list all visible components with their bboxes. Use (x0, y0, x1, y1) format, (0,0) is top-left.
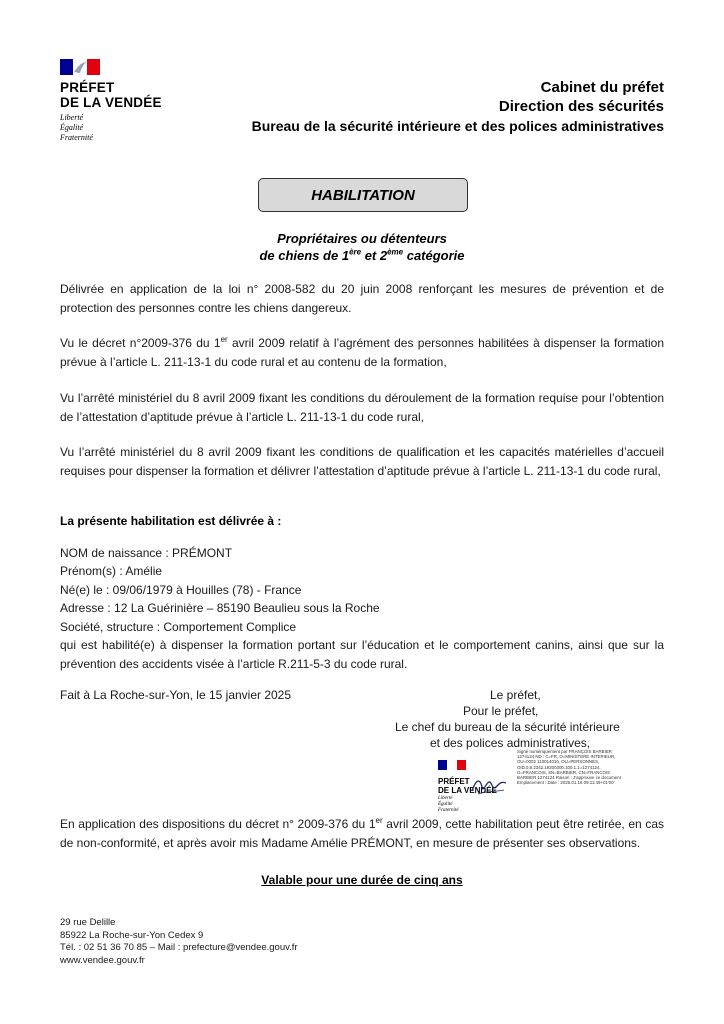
signature-line1: Le préfet, (490, 688, 541, 702)
motto-fraternite: Fraternité (60, 133, 93, 142)
marianne-flag-icon (60, 59, 100, 75)
header-bureau: Bureau de la sécurité intérieure et des polices administratives (251, 118, 664, 134)
logo-line1: PRÉFET (60, 80, 115, 95)
validity-statement: Valable pour une durée de cinq ans (261, 873, 463, 887)
closing-text-b: avril 2009, cette habilitation peut être retirée, en cas de non-conformité, et après avoir mis Madame Amélie PRÉMONT, en mesure de présenter ses observations. (60, 817, 664, 850)
subtitle-sup1: ère (349, 247, 362, 257)
closing-sup: er (375, 816, 383, 825)
stamp-flag-icon (438, 760, 466, 770)
footer-city: 85922 La Roche-sur-Yon Cedex 9 (60, 929, 204, 941)
digital-signature-metadata: Signé numériquement par FRANÇOIS BARBIER 1274124 ND : C=FR, O=MINISTERE INTERIEUR, OU=0002 110014016, OU=PERSONNES, OID.0.9.2342.19200300.100.1.1=1274124, G=FRANCOIS, SN=BARBIER, CN=FRANCOIS BARBIER 1274124 Raison : J'approuve ce document Emplacement : Date : 2025.01.16 09:11:49+01'00' (517, 749, 621, 786)
stamp-motto-3: Fraternité (438, 808, 459, 813)
paragraph-arrete-2: Vu l’arrêté ministériel du 8 avril 2009 fixant les conditions de qualification et les capacités matérielles d’accueil requises pour dispenser la formation et délivrer l’attestation d’aptitude prévue à l’article L. 211-13-1 du code rural, (60, 445, 664, 478)
fait-a-date: Fait à La Roche-sur-Yon, le 15 janvier 2025 (60, 688, 292, 702)
paragraph-arrete-1: Vu l’arrêté ministériel du 8 avril 2009 fixant les conditions du déroulement de la formation requise pour l’obtention de l’attestation d’aptitude prévue à l’article L. 211-13-1 du code rural, (60, 391, 664, 424)
header-cabinet: Cabinet du préfet (540, 79, 664, 96)
stamp-motto-1: Liberté (438, 796, 453, 801)
subtitle-sup2: ème (387, 247, 404, 257)
holder-societe: Société, structure : Comportement Complice (60, 620, 297, 634)
signature-line2: Pour le préfet, (463, 704, 539, 718)
stamp-motto-2: Égalité (438, 802, 453, 807)
republic-motto (60, 113, 93, 143)
document-title: HABILITATION (311, 186, 415, 204)
prefecture-logo-title (60, 80, 162, 110)
motto-egalite: Égalité (60, 123, 84, 132)
subtitle-text-b: et 2 (361, 248, 388, 263)
footer-contact: Tél. : 02 51 36 70 85 – Mail : prefecture@vendee.gouv.fr (60, 942, 298, 953)
document-title-box (258, 178, 468, 212)
motto-liberte: Liberté (60, 113, 84, 122)
handwritten-signature-icon (470, 775, 508, 797)
subtitle-text-a: de chiens de 1 (259, 248, 350, 263)
header-direction: Direction des sécurités (498, 98, 664, 115)
decret-text-b: avril 2009 relatif à l’agrément des personnes habilitées à dispenser la formation prévue à l’article L. 211-13-1 du code rural et au contenu de la formation, (60, 336, 664, 369)
holder-prenom: Prénom(s) : Amélie (60, 564, 163, 578)
closing-paragraph (60, 815, 664, 852)
stamp-title-line1: PRÉFET (438, 777, 470, 786)
signature-line3: Le chef du bureau de la sécurité intérieure (395, 720, 620, 734)
stamp-title-line2: DE LA VENDÉE (438, 786, 497, 795)
closing-text-a: En application des dispositions du décret n° 2009-376 du 1 (60, 817, 376, 831)
stamp-motto (438, 796, 497, 814)
footer-website: www.vendee.gouv.fr (60, 954, 145, 966)
footer-address (60, 917, 298, 967)
decret-text-a: Vu le décret n°2009-376 du 1 (60, 336, 221, 350)
subtitle-text-c: catégorie (403, 248, 465, 263)
holder-adresse: Adresse : 12 La Guérinière – 85190 Beaulieu sous la Roche (60, 601, 380, 615)
holder-naissance: Né(e) le : 09/06/1979 à Houilles (78) - France (60, 583, 302, 597)
signature-line4: et des polices administratives, (430, 736, 591, 750)
paragraph-loi: Délivrée en application de la loi n° 2008-582 du 20 juin 2008 renforçant les mesures de prévention et de protection des personnes contre les chiens dangereux. (60, 282, 664, 315)
delivered-label: La présente habilitation est délivrée à : (60, 514, 282, 528)
decret-sup: er (220, 335, 228, 344)
holder-habilite: qui est habilité(e) à dispenser la formation portant sur l’éducation et le comportement canins, ainsi que sur la prévention des accidents visée à l’article R.211-5-3 du code rural. (60, 638, 664, 671)
logo-line2: DE LA VENDÉE (60, 95, 162, 110)
holder-nom: NOM de naissance : PRÉMONT (60, 546, 233, 560)
subtitle-line2 (0, 248, 724, 263)
subtitle-line1: Propriétaires ou détenteurs (277, 231, 447, 246)
paragraph-decret (60, 334, 664, 371)
footer-street: 29 rue Delille (60, 917, 116, 928)
